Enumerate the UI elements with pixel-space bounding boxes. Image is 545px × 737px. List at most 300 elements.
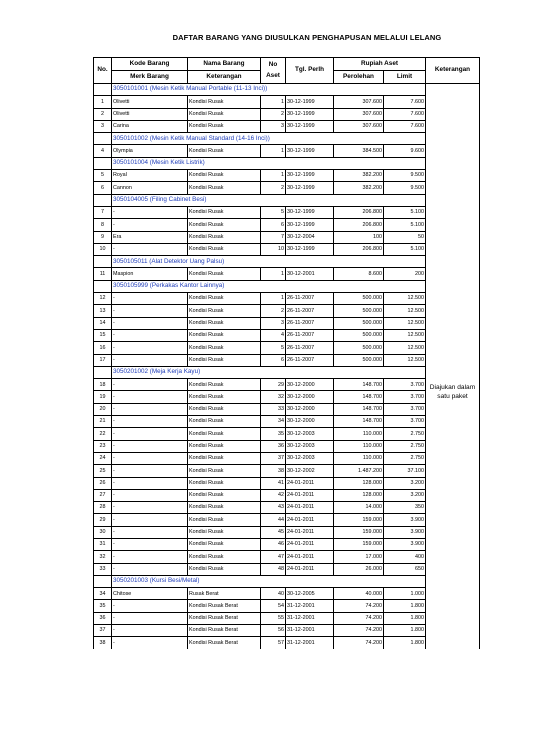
cell-perolehan: 307.600 — [334, 96, 384, 108]
cell-keterangan: Kondisi Rusak — [188, 96, 261, 108]
table-row — [94, 612, 480, 624]
cell-perolehan: 26.000 — [334, 563, 384, 575]
cell-merk: - — [112, 391, 188, 403]
table-row — [94, 514, 480, 526]
cell-limit: 3.200 — [384, 477, 426, 489]
cell-tgl-perlh: 30-12-1999 — [286, 170, 334, 182]
cell-perolehan: 110.000 — [334, 428, 384, 440]
cell-merk: Royal — [112, 170, 188, 182]
cell-merk: - — [112, 502, 188, 514]
cell-merk: - — [112, 305, 188, 317]
table-row — [94, 108, 480, 120]
table-row — [94, 538, 480, 550]
cell-tgl-perlh: 31-12-2001 — [286, 612, 334, 624]
cell-no-aset: 57 — [261, 637, 286, 649]
cell-keterangan: Kondisi Rusak Berat — [188, 612, 261, 624]
header-kode-barang: Kode Barang — [112, 58, 188, 71]
cell-no-aset: 56 — [261, 625, 286, 637]
cell-keterangan: Kondisi Rusak — [188, 317, 261, 329]
cell-merk: - — [112, 637, 188, 649]
cell-limit: 12.500 — [384, 293, 426, 305]
cell-limit: 7.600 — [384, 120, 426, 132]
cell-keterangan: Kondisi Rusak — [188, 219, 261, 231]
cell-no-aset: 37 — [261, 452, 286, 464]
cell-keterangan: Kondisi Rusak — [188, 379, 261, 391]
cell-merk: - — [112, 612, 188, 624]
cell-merk: - — [112, 243, 188, 255]
cell-merk: Cannon — [112, 182, 188, 194]
cell-no: 38 — [94, 637, 112, 649]
cell-tgl-perlh: 24-01-2011 — [286, 477, 334, 489]
cell-tgl-perlh: 24-01-2011 — [286, 502, 334, 514]
cell-no-aset: 1 — [261, 145, 286, 157]
cell-merk: Maspion — [112, 268, 188, 280]
cell-merk: - — [112, 489, 188, 501]
cell-perolehan: 128.000 — [334, 489, 384, 501]
table-row — [94, 563, 480, 575]
cell-limit: 1.800 — [384, 637, 426, 649]
header-no-aset — [261, 58, 286, 84]
category-row — [94, 194, 480, 206]
cell-limit: 3.900 — [384, 514, 426, 526]
cell-no: 23 — [94, 440, 112, 452]
cell-merk: - — [112, 600, 188, 612]
cell-no: 14 — [94, 317, 112, 329]
table-row — [94, 329, 480, 341]
table-row — [94, 293, 480, 305]
table-row — [94, 206, 480, 218]
table-row — [94, 305, 480, 317]
cell-tgl-perlh: 30-12-2005 — [286, 588, 334, 600]
cell-limit: 5.100 — [384, 243, 426, 255]
cell-perolehan: 206.800 — [334, 219, 384, 231]
cell-limit: 7.600 — [384, 108, 426, 120]
cell-tgl-perlh: 30-12-2002 — [286, 465, 334, 477]
category-row — [94, 256, 480, 268]
table-row — [94, 502, 480, 514]
cell-no-aset: 46 — [261, 538, 286, 550]
cell-keterangan: Kondisi Rusak — [188, 514, 261, 526]
cell-merk: - — [112, 379, 188, 391]
cell-keterangan: Kondisi Rusak — [188, 452, 261, 464]
cell-no-aset: 2 — [261, 108, 286, 120]
cell-no: 21 — [94, 416, 112, 428]
cell-limit: 2.750 — [384, 428, 426, 440]
header-rupiah-aset: Rupiah Aset — [334, 58, 426, 71]
cell-no-aset: 33 — [261, 403, 286, 415]
cell-perolehan: 206.800 — [334, 206, 384, 218]
header-keterangan-sub: Keterangan — [188, 71, 261, 84]
category-label: 3050105011 (Alat Detektor Uang Palsu) — [112, 256, 426, 268]
cell-keterangan: Kondisi Rusak — [188, 416, 261, 428]
cell-keterangan: Kondisi Rusak — [188, 243, 261, 255]
table-row — [94, 403, 480, 415]
cell-limit: 9.500 — [384, 170, 426, 182]
cell-merk: Chitose — [112, 588, 188, 600]
category-label: 3050101001 (Mesin Ketik Manual Portable (11-13 Inci)) — [112, 84, 426, 96]
cell-no-aset: 41 — [261, 477, 286, 489]
cell-merk: - — [112, 219, 188, 231]
header-keterangan: Keterangan — [426, 58, 480, 84]
cell-keterangan: Kondisi Rusak — [188, 342, 261, 354]
cell-no: 33 — [94, 563, 112, 575]
cell-tgl-perlh: 24-01-2011 — [286, 538, 334, 550]
cell-keterangan: Kondisi Rusak Berat — [188, 625, 261, 637]
table-row — [94, 440, 480, 452]
cell-no-aset: 43 — [261, 502, 286, 514]
cell-tgl-perlh: 30-12-1999 — [286, 206, 334, 218]
cell-no: 3 — [94, 120, 112, 132]
cell-limit: 1.000 — [384, 588, 426, 600]
cell-merk: - — [112, 551, 188, 563]
category-row — [94, 133, 480, 145]
cell-limit: 200 — [384, 268, 426, 280]
category-label: 3050101002 (Mesin Ketik Manual Standard (14-16 Inci)) — [112, 133, 426, 145]
cell-tgl-perlh: 30-12-1999 — [286, 182, 334, 194]
cell-keterangan: Kondisi Rusak — [188, 526, 261, 538]
cell-no-aset: 38 — [261, 465, 286, 477]
cell-no-aset: 35 — [261, 428, 286, 440]
table-row — [94, 526, 480, 538]
cell-no: 26 — [94, 477, 112, 489]
cell-tgl-perlh: 26-11-2007 — [286, 342, 334, 354]
cell-no: 17 — [94, 354, 112, 366]
cell-no-aset: 5 — [261, 206, 286, 218]
table-row — [94, 379, 480, 391]
keterangan-cell-blank — [426, 84, 480, 379]
category-no-cell — [94, 575, 112, 587]
header-nama-barang: Nama Barang — [188, 58, 261, 71]
cell-no: 19 — [94, 391, 112, 403]
cell-no-aset: 48 — [261, 563, 286, 575]
cell-limit: 3.200 — [384, 489, 426, 501]
cell-perolehan: 148.700 — [334, 391, 384, 403]
cell-tgl-perlh: 30-12-2003 — [286, 440, 334, 452]
cell-no-aset: 34 — [261, 416, 286, 428]
cell-no: 1 — [94, 96, 112, 108]
asset-table — [93, 57, 480, 649]
cell-merk: - — [112, 403, 188, 415]
group-note: Diajukan dalam satu paket — [426, 379, 480, 649]
cell-keterangan: Kondisi Rusak — [188, 489, 261, 501]
cell-no-aset: 44 — [261, 514, 286, 526]
cell-no-aset: 1 — [261, 170, 286, 182]
cell-no: 29 — [94, 514, 112, 526]
cell-tgl-perlh: 30-12-1999 — [286, 120, 334, 132]
cell-keterangan: Kondisi Rusak — [188, 268, 261, 280]
table-row — [94, 317, 480, 329]
category-no-cell — [94, 256, 112, 268]
cell-limit: 5.100 — [384, 206, 426, 218]
cell-no-aset: 3 — [261, 317, 286, 329]
cell-tgl-perlh: 31-12-2001 — [286, 600, 334, 612]
cell-no: 6 — [94, 182, 112, 194]
cell-no-aset: 36 — [261, 440, 286, 452]
cell-tgl-perlh: 30-12-2001 — [286, 268, 334, 280]
cell-perolehan: 110.000 — [334, 452, 384, 464]
cell-no: 13 — [94, 305, 112, 317]
cell-no: 4 — [94, 145, 112, 157]
cell-merk: Olympia — [112, 145, 188, 157]
cell-limit: 650 — [384, 563, 426, 575]
cell-limit: 2.750 — [384, 440, 426, 452]
cell-keterangan: Kondisi Rusak — [188, 206, 261, 218]
category-row — [94, 280, 480, 292]
cell-limit: 3.700 — [384, 403, 426, 415]
cell-perolehan: 148.700 — [334, 416, 384, 428]
cell-limit: 1.800 — [384, 600, 426, 612]
cell-perolehan: 17.000 — [334, 551, 384, 563]
cell-no: 9 — [94, 231, 112, 243]
cell-keterangan: Kondisi Rusak — [188, 403, 261, 415]
table-row — [94, 96, 480, 108]
cell-perolehan: 40.000 — [334, 588, 384, 600]
cell-no-aset: 32 — [261, 391, 286, 403]
table-row — [94, 477, 480, 489]
cell-limit: 3.900 — [384, 526, 426, 538]
cell-no: 24 — [94, 452, 112, 464]
cell-merk: - — [112, 293, 188, 305]
cell-tgl-perlh: 30-12-2000 — [286, 403, 334, 415]
cell-perolehan: 74.200 — [334, 625, 384, 637]
cell-merk: Olivetti — [112, 96, 188, 108]
table-row — [94, 625, 480, 637]
cell-merk: - — [112, 440, 188, 452]
cell-perolehan: 500.000 — [334, 329, 384, 341]
category-no-cell — [94, 194, 112, 206]
cell-merk: - — [112, 526, 188, 538]
table-row — [94, 243, 480, 255]
cell-merk: - — [112, 538, 188, 550]
cell-perolehan: 382.200 — [334, 170, 384, 182]
cell-keterangan: Kondisi Rusak — [188, 477, 261, 489]
cell-keterangan: Kondisi Rusak — [188, 440, 261, 452]
cell-limit: 3.700 — [384, 416, 426, 428]
table-row — [94, 428, 480, 440]
cell-limit: 9.500 — [384, 182, 426, 194]
cell-limit: 1.800 — [384, 625, 426, 637]
cell-perolehan: 128.000 — [334, 477, 384, 489]
cell-perolehan: 148.700 — [334, 403, 384, 415]
cell-limit: 12.500 — [384, 342, 426, 354]
cell-no: 31 — [94, 538, 112, 550]
cell-no: 35 — [94, 600, 112, 612]
table-row — [94, 268, 480, 280]
cell-limit: 2.750 — [384, 452, 426, 464]
table-row — [94, 416, 480, 428]
cell-no-aset: 42 — [261, 489, 286, 501]
cell-perolehan: 100 — [334, 231, 384, 243]
cell-no: 28 — [94, 502, 112, 514]
cell-merk: - — [112, 477, 188, 489]
table-row — [94, 354, 480, 366]
cell-tgl-perlh: 30-12-2003 — [286, 428, 334, 440]
table-body — [94, 84, 480, 649]
cell-limit: 12.500 — [384, 317, 426, 329]
cell-keterangan: Kondisi Rusak — [188, 391, 261, 403]
table-row — [94, 452, 480, 464]
cell-no-aset: 45 — [261, 526, 286, 538]
category-label: 3050201002 (Meja Kerja Kayu) — [112, 366, 426, 378]
cell-no-aset: 2 — [261, 305, 286, 317]
table-row — [94, 170, 480, 182]
cell-perolehan: 500.000 — [334, 317, 384, 329]
cell-limit: 50 — [384, 231, 426, 243]
cell-no: 36 — [94, 612, 112, 624]
table-row — [94, 600, 480, 612]
cell-limit: 7.600 — [384, 96, 426, 108]
cell-no: 37 — [94, 625, 112, 637]
cell-no: 11 — [94, 268, 112, 280]
cell-perolehan: 14.000 — [334, 502, 384, 514]
cell-perolehan: 382.200 — [334, 182, 384, 194]
cell-limit: 3.700 — [384, 379, 426, 391]
cell-perolehan: 74.200 — [334, 600, 384, 612]
category-row — [94, 575, 480, 587]
cell-no-aset: 1 — [261, 293, 286, 305]
cell-no-aset: 1 — [261, 96, 286, 108]
cell-no: 8 — [94, 219, 112, 231]
cell-limit: 5.100 — [384, 219, 426, 231]
table-row — [94, 551, 480, 563]
cell-perolehan: 206.800 — [334, 243, 384, 255]
cell-no: 10 — [94, 243, 112, 255]
cell-keterangan: Kondisi Rusak Berat — [188, 637, 261, 649]
cell-limit: 1.800 — [384, 612, 426, 624]
cell-tgl-perlh: 26-11-2007 — [286, 317, 334, 329]
cell-tgl-perlh: 26-11-2007 — [286, 293, 334, 305]
cell-merk: - — [112, 465, 188, 477]
cell-perolehan: 1.487.200 — [334, 465, 384, 477]
cell-keterangan: Kondisi Rusak — [188, 145, 261, 157]
cell-tgl-perlh: 26-11-2007 — [286, 329, 334, 341]
cell-keterangan: Kondisi Rusak — [188, 428, 261, 440]
cell-merk: - — [112, 354, 188, 366]
cell-tgl-perlh: 30-12-1999 — [286, 96, 334, 108]
cell-perolehan: 74.200 — [334, 637, 384, 649]
category-label: 3050201003 (Kursi Besi/Metal) — [112, 575, 426, 587]
cell-keterangan: Kondisi Rusak — [188, 563, 261, 575]
cell-no-aset: 2 — [261, 182, 286, 194]
cell-no: 18 — [94, 379, 112, 391]
cell-no-aset: 10 — [261, 243, 286, 255]
cell-no-aset: 29 — [261, 379, 286, 391]
header-tgl-perlh: Tgl. Perlh — [286, 58, 334, 84]
category-label: 3050105999 (Perkakas Kantor Lainnya) — [112, 280, 426, 292]
cell-perolehan: 500.000 — [334, 293, 384, 305]
cell-tgl-perlh: 26-11-2007 — [286, 354, 334, 366]
cell-tgl-perlh: 24-01-2011 — [286, 514, 334, 526]
cell-tgl-perlh: 31-12-2001 — [286, 625, 334, 637]
cell-no: 16 — [94, 342, 112, 354]
header-no: No. — [94, 58, 112, 84]
cell-no: 12 — [94, 293, 112, 305]
cell-perolehan: 307.600 — [334, 120, 384, 132]
cell-no-aset: 7 — [261, 231, 286, 243]
cell-perolehan: 159.000 — [334, 526, 384, 538]
cell-keterangan: Kondisi Rusak — [188, 329, 261, 341]
cell-keterangan: Kondisi Rusak — [188, 465, 261, 477]
cell-perolehan: 74.200 — [334, 612, 384, 624]
cell-keterangan: Kondisi Rusak — [188, 305, 261, 317]
cell-limit: 37.100 — [384, 465, 426, 477]
cell-perolehan: 500.000 — [334, 354, 384, 366]
category-label: 3050104005 (Filing Cabinet Besi) — [112, 194, 426, 206]
cell-keterangan: Kondisi Rusak Berat — [188, 600, 261, 612]
cell-no-aset: 54 — [261, 600, 286, 612]
cell-merk: - — [112, 206, 188, 218]
cell-merk: - — [112, 452, 188, 464]
category-no-cell — [94, 133, 112, 145]
cell-tgl-perlh: 24-01-2011 — [286, 489, 334, 501]
cell-tgl-perlh: 30-12-1999 — [286, 108, 334, 120]
cell-tgl-perlh: 24-01-2011 — [286, 526, 334, 538]
header-limit: Limit — [384, 71, 426, 84]
cell-no: 27 — [94, 489, 112, 501]
cell-keterangan: Kondisi Rusak — [188, 354, 261, 366]
cell-perolehan: 307.600 — [334, 108, 384, 120]
category-no-cell — [94, 280, 112, 292]
cell-perolehan: 159.000 — [334, 538, 384, 550]
cell-tgl-perlh: 30-12-1999 — [286, 243, 334, 255]
cell-no: 25 — [94, 465, 112, 477]
cell-limit: 400 — [384, 551, 426, 563]
cell-keterangan: Kondisi Rusak — [188, 170, 261, 182]
cell-limit: 3.700 — [384, 391, 426, 403]
cell-merk: - — [112, 329, 188, 341]
cell-tgl-perlh: 31-12-2001 — [286, 637, 334, 649]
cell-no: 22 — [94, 428, 112, 440]
cell-no-aset: 3 — [261, 120, 286, 132]
cell-perolehan: 384.500 — [334, 145, 384, 157]
category-no-cell — [94, 84, 112, 96]
category-label: 3050101004 (Mesin Ketik Listrik) — [112, 157, 426, 169]
cell-no-aset: 4 — [261, 329, 286, 341]
cell-no-aset: 6 — [261, 354, 286, 366]
category-no-cell — [94, 157, 112, 169]
cell-no: 34 — [94, 588, 112, 600]
table-row — [94, 489, 480, 501]
cell-perolehan: 8.600 — [334, 268, 384, 280]
header-no-aset-line2: Aset — [266, 71, 280, 79]
table-row — [94, 145, 480, 157]
table-row — [94, 637, 480, 649]
document-title: DAFTAR BARANG YANG DIUSULKAN PENGHAPUSAN MELALUI LELANG — [172, 33, 442, 42]
table-row — [94, 391, 480, 403]
table-row — [94, 182, 480, 194]
cell-limit: 3.900 — [384, 538, 426, 550]
table-row — [94, 219, 480, 231]
cell-keterangan: Kondisi Rusak — [188, 502, 261, 514]
cell-no-aset: 6 — [261, 219, 286, 231]
cell-limit: 350 — [384, 502, 426, 514]
cell-tgl-perlh: 24-01-2011 — [286, 563, 334, 575]
cell-tgl-perlh: 24-01-2011 — [286, 551, 334, 563]
cell-merk: Era — [112, 231, 188, 243]
cell-keterangan: Kondisi Rusak — [188, 231, 261, 243]
cell-no: 30 — [94, 526, 112, 538]
cell-tgl-perlh: 30-12-2000 — [286, 379, 334, 391]
cell-merk: - — [112, 428, 188, 440]
cell-perolehan: 110.000 — [334, 440, 384, 452]
cell-keterangan: Kondisi Rusak — [188, 538, 261, 550]
cell-no-aset: 1 — [261, 268, 286, 280]
cell-keterangan: Rusak Berat — [188, 588, 261, 600]
table-row — [94, 231, 480, 243]
cell-merk: - — [112, 514, 188, 526]
cell-tgl-perlh: 30-12-2000 — [286, 391, 334, 403]
cell-merk: - — [112, 563, 188, 575]
